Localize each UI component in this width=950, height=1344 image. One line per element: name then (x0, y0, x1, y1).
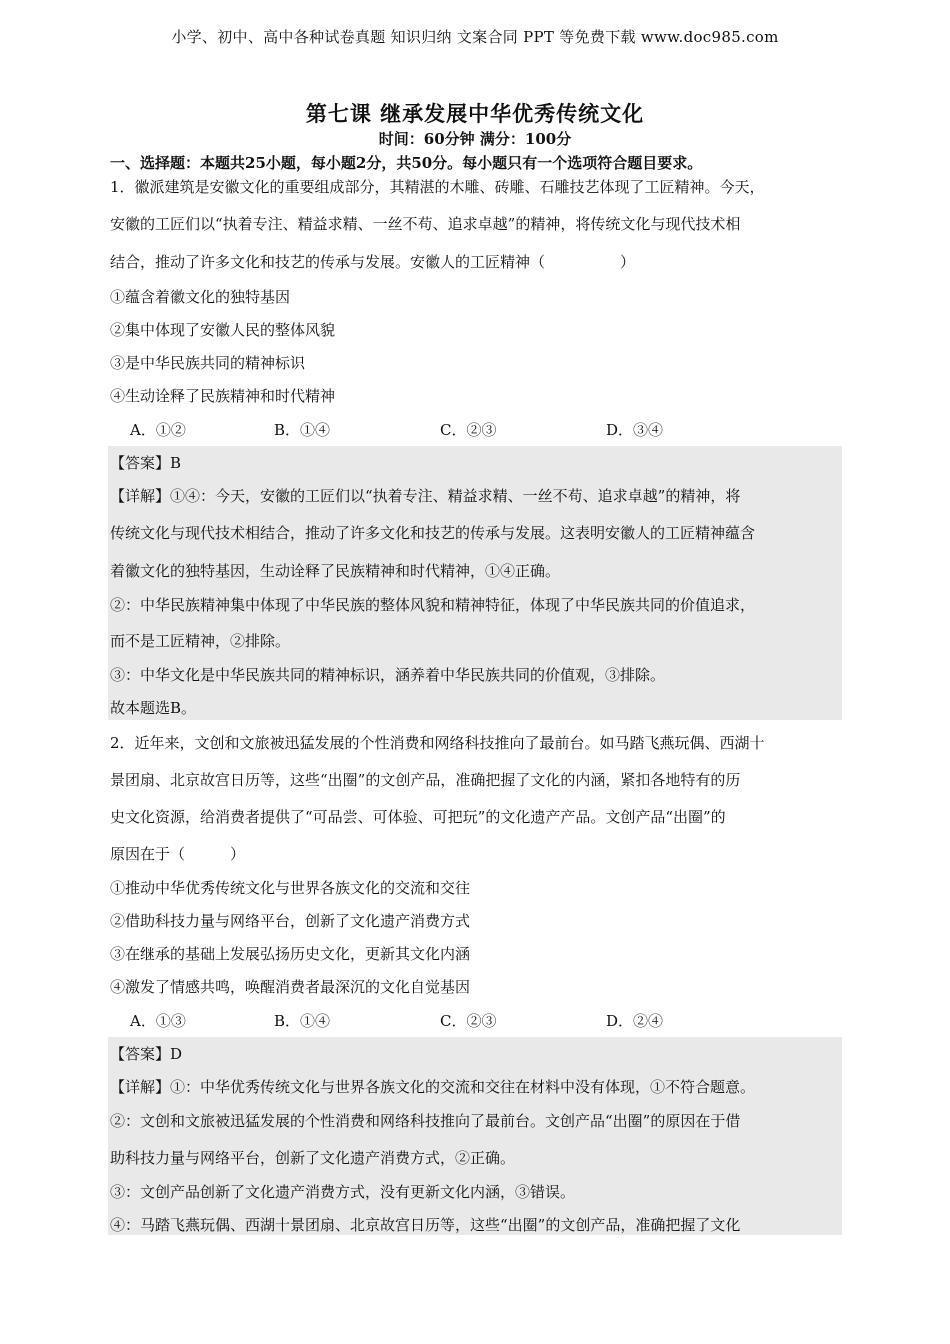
q1-analysis-line: 【详解】①④：今天，安徽的工匠们以“执着专注、精益求精、一丝不苟、追求卓越”的精神，将 (110, 487, 741, 505)
q2-analysis-line: ④：马踏飞燕玩偶、西湖十景团扇、北京故宫日历等，这些“出圈”的文创产品，准确把握了文化 (110, 1216, 741, 1234)
q1-analysis-line: ②：中华民族精神集中体现了中华民族的整体风貌和精神特征，体现了中华民族共同的价值追求， (110, 596, 756, 614)
q2-analysis-line: ②：文创和文旅被迅猛发展的个性消费和网络科技推向了最前台。文创产品“出圈”的原因在于借 (110, 1112, 741, 1130)
q1-answer: 【答案】B (110, 454, 182, 472)
q1-statement: ③是中华民族共同的精神标识 (110, 354, 306, 372)
q1-statement: ②集中体现了安徽人民的整体风貌 (110, 321, 336, 339)
q2-stem-line: 景团扇、北京故宫日历等，这些“出圈”的文创产品，准确把握了文化的内涵，紧扣各地特有的历 (110, 771, 741, 789)
q2-stem-line: 原因在于（ ） (110, 845, 246, 863)
q1-option-a: A．①② (130, 421, 186, 439)
q1-option-c: C．②③ (440, 421, 497, 439)
q1-conclusion: 故本题选B。 (110, 699, 197, 717)
q1-stem-line: 结合，推动了许多文化和技艺的传承与发展。安徽人的工匠精神（ ） (110, 253, 636, 271)
q2-stem-line: 2．近年来，文创和文旅被迅猛发展的个性消费和网络科技推向了最前台。如马踏飞燕玩偶、西湖十 (110, 734, 765, 752)
q2-option-d: D．②④ (606, 1012, 664, 1030)
q2-analysis-line: 助科技力量与网络平台，创新了文化遗产消费方式，②正确。 (110, 1149, 516, 1167)
q1-statement: ④生动诠释了民族精神和时代精神 (110, 387, 336, 405)
q2-option-c: C．②③ (440, 1012, 497, 1030)
q1-option-d: D．③④ (606, 421, 664, 439)
q2-answer-box (108, 1037, 842, 1235)
q2-statement: ②借助科技力量与网络平台，创新了文化遗产消费方式 (110, 912, 471, 930)
q2-option-a: A．①③ (130, 1012, 186, 1030)
q2-statement: ④激发了情感共鸣，唤醒消费者最深沉的文化自觉基因 (110, 978, 471, 996)
q2-analysis-line: ③：文创产品创新了文化遗产消费方式，没有更新文化内涵，③错误。 (110, 1183, 576, 1201)
q2-answer: 【答案】D (110, 1045, 183, 1063)
q1-stem-line: 1．徽派建筑是安徽文化的重要组成部分，其精湛的木雕、砖雕、石雕技艺体现了工匠精神。今天， (110, 178, 765, 196)
q2-statement: ①推动中华优秀传统文化与世界各族文化的交流和交往 (110, 879, 471, 897)
q1-stem-line: 安徽的工匠们以“执着专注、精益求精、一丝不苟、追求卓越”的精神，将传统文化与现代技术相 (110, 215, 741, 233)
exam-info: 时间：60分钟 满分：100分 (378, 130, 572, 148)
q1-option-b: B．①④ (274, 421, 331, 439)
q1-analysis-line: ③：中华文化是中华民族共同的精神标识，涵养着中华民族共同的价值观，③排除。 (110, 666, 666, 684)
q1-analysis-line: 着徽文化的独特基因，生动诠释了民族精神和时代精神，①④正确。 (110, 562, 561, 580)
section-heading: 一、选择题：本题共25小题，每小题2分，共50分。每小题只有一个选项符合题目要求。 (110, 154, 703, 172)
q2-option-b: B．①④ (274, 1012, 331, 1030)
q1-analysis-line: 而不是工匠精神，②排除。 (110, 632, 291, 650)
q2-analysis-line: 【详解】①：中华优秀传统文化与世界各族文化的交流和交往在材料中没有体现，①不符合题意。 (110, 1078, 756, 1096)
site-header: 小学、初中、高中各种试卷真题 知识归纳 文案合同 PPT 等免费下载 www.doc985.com (171, 28, 779, 46)
q2-stem-line: 史文化资源，给消费者提供了“可品尝、可体验、可把玩”的文化遗产产品。文创产品“出圈”的 (110, 808, 726, 826)
lesson-title: 第七课 继承发展中华优秀传统文化 (305, 101, 645, 126)
q1-analysis-line: 传统文化与现代技术相结合，推动了许多文化和技艺的传承与发展。这表明安徽人的工匠精神蕴含 (110, 524, 756, 542)
q2-statement: ③在继承的基础上发展弘扬历史文化，更新其文化内涵 (110, 945, 471, 963)
q1-statement: ①蕴含着徽文化的独特基因 (110, 288, 291, 306)
